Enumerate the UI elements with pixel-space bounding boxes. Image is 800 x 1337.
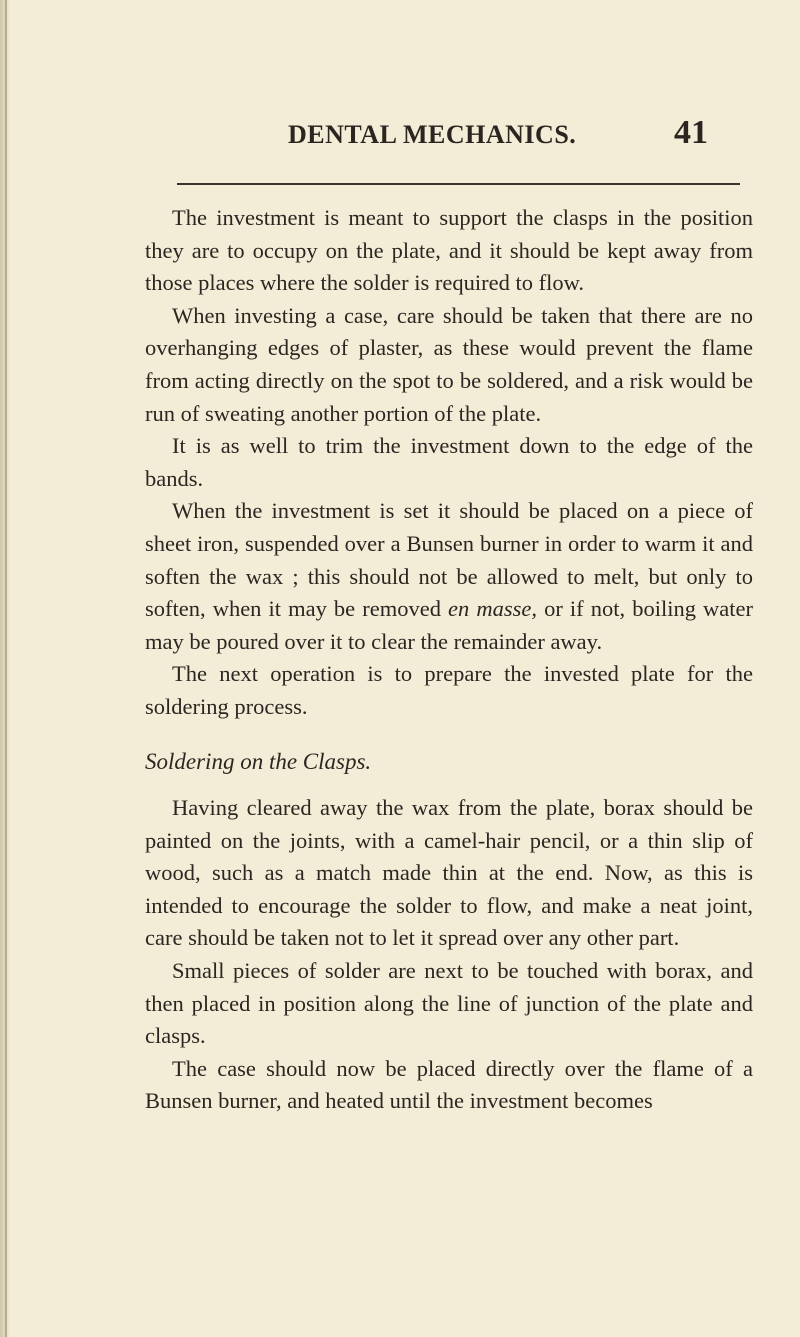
paragraph-2: When investing a case, care should be taken that there are no overhanging edges of plaster, as these would prevent the flame from acting directly on the spot to be soldered, and a risk would be run of sweating another portion of the plate.: [145, 302, 753, 426]
paragraph-7: Small pieces of solder are next to be touched with borax, and then placed in position along the line of junction of the plate and clasps.: [145, 958, 753, 1049]
body-text: [145, 202, 753, 1118]
spine-fold-line: [5, 0, 7, 1337]
section-heading: Soldering on the Clasps.: [145, 748, 372, 774]
paragraph-3: It is as well to trim the investment down to the edge of the bands.: [145, 433, 753, 491]
paragraph-8: The case should now be placed directly over the flame of a Bunsen burner, and heated until the investment becomes: [145, 1055, 753, 1114]
paragraph-4-text-b: or if not, boiling water may be poured over it to clear the remainder away.: [145, 596, 753, 654]
running-title: DENTAL MECHANICS.: [288, 120, 577, 149]
paragraph-4-text-a: When the investment is set it should be placed on a piece of sheet iron, suspended over a Bunsen burner in order to warm it and soften the wax ; this should not be allowed to melt, but only to soften, when it may be removed: [145, 498, 753, 622]
running-head: [178, 114, 738, 156]
paragraph-5: The next operation is to prepare the invested plate for the soldering process.: [145, 661, 753, 719]
paragraph-6: Having cleared away the wax from the plate, borax should be painted on the joints, with a camel-hair pencil, or a thin slip of wood, such as a match made thin at the end. Now, as this is intended to encourage the solder to flow, and make a neat joint, care should be taken not to let it spread over any other part.: [145, 795, 753, 951]
paragraph-4-italic: en masse,: [448, 596, 537, 622]
header-rule: [177, 183, 740, 185]
paragraph-4: [145, 495, 753, 658]
page-number: 41: [674, 114, 708, 151]
paragraph-1: The investment is meant to support the clasps in the position they are to occupy on the plate, and it should be kept away from those places where the solder is required to flow.: [145, 205, 753, 296]
